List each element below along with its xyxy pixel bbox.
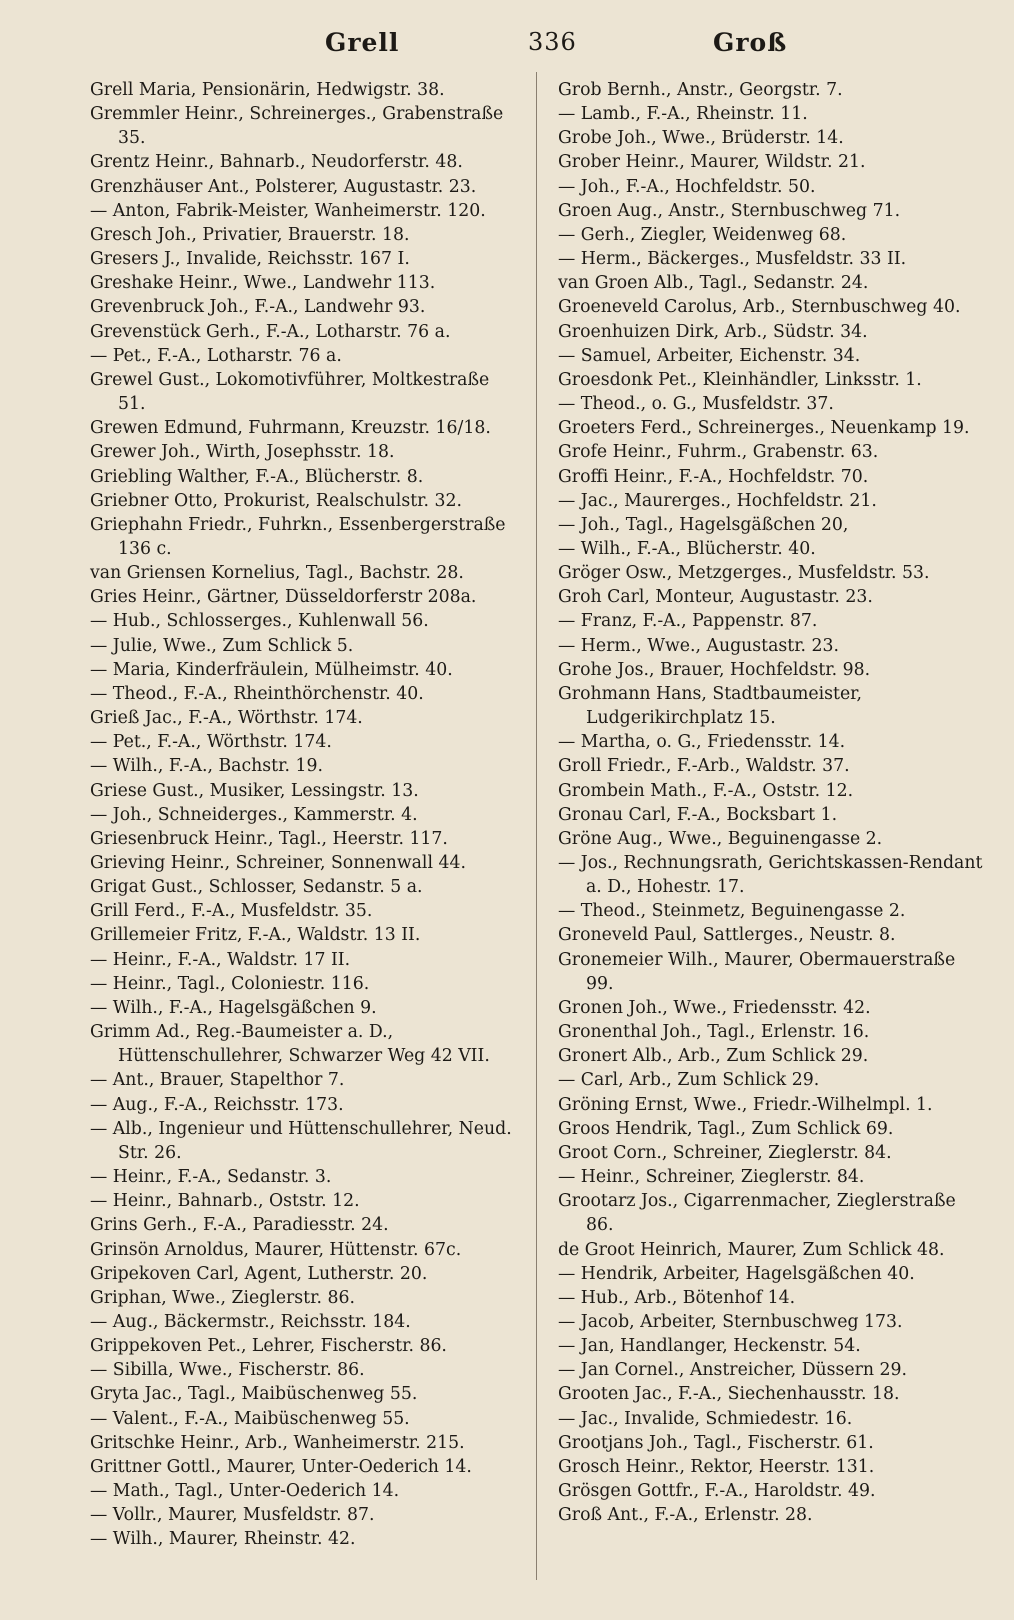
directory-entry: — Jan Cornel., Anstreicher, Düssern 29.	[558, 1360, 908, 1381]
directory-entry: — Aug., F.-A., Reichsstr. 173.	[90, 1094, 344, 1115]
directory-entry: Gronert Alb., Arb., Zum Schlick 29.	[558, 1046, 869, 1067]
directory-entry: Grinsön Arnoldus, Maurer, Hüttenstr. 67c.	[90, 1239, 462, 1260]
directory-entry: — Anton, Fabrik-Meister, Wanheimerstr. 120.	[90, 200, 486, 221]
directory-entry: Grootarz Jos., Cigarrenmacher, Zieglerstraße 86.	[558, 1191, 956, 1236]
directory-entry: Grösgen Gottfr., F.-A., Haroldstr. 49.	[558, 1481, 876, 1502]
directory-entry: Groesdonk Pet., Kleinhändler, Linksstr. 1.	[558, 369, 922, 390]
directory-entry: — Franz, F.-A., Pappenstr. 87.	[558, 611, 818, 632]
directory-entry: — Lamb., F.-A., Rheinstr. 11.	[558, 104, 808, 125]
directory-entry: — Aug., Bäckermstr., Reichsstr. 184.	[90, 1311, 411, 1332]
directory-entry: Griephahn Friedr., Fuhrkn., Essenbergerstraße 136 c.	[90, 514, 506, 559]
directory-entry: Gronemeier Wilh., Maurer, Obermauerstraße 99.	[558, 949, 956, 994]
directory-entry: — Heinr., F.-A., Waldstr. 17 II.	[90, 949, 351, 970]
directory-entry: Gresch Joh., Privatier, Brauerstr. 18.	[90, 224, 410, 245]
directory-entry: — Hendrik, Arbeiter, Hagelsgäßchen 40.	[558, 1263, 915, 1284]
directory-entry: Grill Ferd., F.-A., Musfeldstr. 35.	[90, 901, 373, 922]
directory-entry: Grohmann Hans, Stadtbaumeister, Ludgerikirchplatz 15.	[558, 683, 863, 729]
page-number: 336	[528, 28, 577, 56]
header-right-keyword: Groß	[713, 28, 788, 57]
directory-entry: Grosch Heinr., Rektor, Heerstr. 131.	[558, 1456, 875, 1477]
directory-entry: — Pet., F.-A., Wörthstr. 174.	[90, 732, 332, 753]
directory-entry: — Heinr., Schreiner, Zieglerstr. 84.	[558, 1167, 865, 1188]
directory-entry: — Jac., Maurerges., Hochfeldstr. 21.	[558, 490, 877, 511]
directory-entry: Gronau Carl, F.-A., Bocksbart 1.	[558, 804, 838, 825]
header-left-keyword: Grell	[325, 28, 400, 57]
directory-entry: Gries Heinr., Gärtner, Düsseldorferstr 208a.	[90, 587, 477, 608]
directory-entry: Groß Ant., F.-A., Erlenstr. 28.	[558, 1505, 813, 1526]
directory-entry: Griese Gust., Musiker, Lessingstr. 13.	[90, 780, 419, 801]
directory-entry: Grohe Jos., Brauer, Hochfeldstr. 98.	[558, 659, 871, 680]
directory-entry: de Groot Heinrich, Maurer, Zum Schlick 48.	[558, 1239, 945, 1260]
directory-entry: — Herm., Bäckerges., Musfeldstr. 33 II.	[558, 249, 907, 270]
directory-entry: — Carl, Arb., Zum Schlick 29.	[558, 1070, 820, 1091]
directory-entry: Grimm Ad., Reg.-Baumeister a. D., Hüttenschullehrer, Schwarzer Weg 42 VII.	[90, 1022, 490, 1067]
directory-entry: — Wilh., F.-A., Hagelsgäßchen 9.	[90, 997, 377, 1018]
directory-entry: Gronenthal Joh., Tagl., Erlenstr. 16.	[558, 1022, 870, 1043]
directory-entry: Gritschke Heinr., Arb., Wanheimerstr. 215.	[90, 1432, 465, 1453]
directory-entry: — Theod., Steinmetz, Beguinengasse 2.	[558, 901, 906, 922]
directory-entry: Grillemeier Fritz, F.-A., Waldstr. 13 II.	[90, 925, 421, 946]
directory-entry: Grevenstück Gerh., F.-A., Lotharstr. 76 a.	[90, 321, 451, 342]
directory-entry: Groeneveld Carolus, Arb., Sternbuschweg 40.	[558, 297, 961, 318]
directory-entry: Gresers J., Invalide, Reichsstr. 167 I.	[90, 249, 410, 270]
directory-entry: Griebling Walther, F.-A., Blücherstr. 8.	[90, 466, 424, 487]
directory-entry: Grigat Gust., Schlosser, Sedanstr. 5 a.	[90, 877, 423, 898]
directory-entry: — Hub., Arb., Bötenhof 14.	[558, 1287, 796, 1308]
directory-entry: — Jos., Rechnungsrath, Gerichtskassen-Rendant a. D., Hohestr. 17.	[558, 853, 983, 898]
directory-entry: Gronen Joh., Wwe., Friedensstr. 42.	[558, 997, 871, 1018]
directory-entry: Grippekoven Pet., Lehrer, Fischerstr. 86.	[90, 1336, 447, 1357]
column-divider	[536, 72, 537, 1580]
directory-entry: Groen Aug., Anstr., Sternbuschweg 71.	[558, 200, 901, 221]
directory-entry: — Pet., F.-A., Lotharstr. 76 a.	[90, 345, 342, 366]
directory-entry: Grober Heinr., Maurer, Wildstr. 21.	[558, 152, 866, 173]
right-column	[558, 78, 988, 1527]
directory-entry: — Julie, Wwe., Zum Schlick 5.	[90, 635, 354, 656]
directory-entry: Grell Maria, Pensionärin, Hedwigstr. 38.	[90, 80, 445, 100]
directory-entry: Grevenbruck Joh., F.-A., Landwehr 93.	[90, 297, 426, 318]
directory-entry: Gremmler Heinr., Schreinerges., Grabenstraße 35.	[90, 104, 504, 149]
directory-entry: Grewer Joh., Wirth, Josephsstr. 18.	[90, 442, 395, 463]
directory-entry: — Sibilla, Wwe., Fischerstr. 86.	[90, 1360, 365, 1381]
directory-entry: Gröne Aug., Wwe., Beguinengasse 2.	[558, 828, 883, 849]
directory-entry: van Griensen Kornelius, Tagl., Bachstr. 28.	[90, 563, 464, 584]
directory-entry: — Vollr., Maurer, Musfeldstr. 87.	[90, 1505, 375, 1526]
directory-entry: — Alb., Ingenieur und Hüttenschullehrer, Neud. Str. 26.	[90, 1118, 512, 1163]
directory-entry: — Heinr., F.-A., Sedanstr. 3.	[90, 1167, 332, 1188]
directory-entry: Grenzhäuser Ant., Polsterer, Augustastr. 23.	[90, 176, 477, 197]
directory-entry: — Math., Tagl., Unter-Oederich 14.	[90, 1481, 400, 1502]
directory-entry: Greshake Heinr., Wwe., Landwehr 113.	[90, 273, 436, 294]
directory-entry: — Hub., Schlosserges., Kuhlenwall 56.	[90, 611, 429, 632]
directory-entry: — Valent., F.-A., Maibüschenweg 55.	[90, 1408, 410, 1429]
page-header	[0, 20, 1014, 70]
directory-entry: — Wilh., F.-A., Bachstr. 19.	[90, 756, 323, 777]
directory-entry: Groenhuizen Dirk, Arb., Südstr. 34.	[558, 321, 868, 342]
directory-entry: Groeters Ferd., Schreinerges., Neuenkamp 19.	[558, 418, 970, 439]
directory-entry: — Ant., Brauer, Stapelthor 7.	[90, 1070, 345, 1091]
directory-entry: Griesenbruck Heinr., Tagl., Heerstr. 117.	[90, 828, 448, 849]
directory-entry: Gröning Ernst, Wwe., Friedr.-Wilhelmpl. 1.	[558, 1094, 933, 1115]
directory-entry: Grewel Gust., Lokomotivführer, Moltkestraße 51.	[90, 369, 490, 415]
directory-entry: Gröger Osw., Metzgerges., Musfeldstr. 53.	[558, 563, 930, 584]
directory-entry: Grobe Joh., Wwe., Brüderstr. 14.	[558, 128, 844, 149]
directory-entry: — Theod., F.-A., Rheinthörchenstr. 40.	[90, 683, 424, 704]
directory-entry: — Jacob, Arbeiter, Sternbuschweg 173.	[558, 1311, 903, 1332]
directory-entry: — Heinr., Tagl., Coloniestr. 116.	[90, 973, 370, 994]
directory-entry: — Martha, o. G., Friedensstr. 14.	[558, 732, 846, 753]
directory-entry: — Jan, Handlanger, Heckenstr. 54.	[558, 1336, 861, 1357]
directory-entry: Groffi Heinr., F.-A., Hochfeldstr. 70.	[558, 466, 869, 487]
directory-entry: Grombein Math., F.-A., Oststr. 12.	[558, 780, 854, 801]
directory-entry: van Groen Alb., Tagl., Sedanstr. 24.	[558, 273, 869, 294]
directory-entry: — Joh., Schneiderges., Kammerstr. 4.	[90, 804, 418, 825]
directory-entry: Groll Friedr., F.-Arb., Waldstr. 37.	[558, 756, 850, 777]
directory-entry: Groos Hendrik, Tagl., Zum Schlick 69.	[558, 1118, 894, 1139]
directory-entry: — Herm., Wwe., Augustastr. 23.	[558, 635, 840, 656]
directory-entry: Grieß Jac., F.-A., Wörthstr. 174.	[90, 708, 363, 729]
directory-entry: — Maria, Kinderfräulein, Mülheimstr. 40.	[90, 659, 453, 680]
directory-entry: Grittner Gottl., Maurer, Unter-Oederich 14.	[90, 1456, 472, 1477]
directory-entry: Grins Gerh., F.-A., Paradiesstr. 24.	[90, 1215, 389, 1236]
directory-entry: Grob Bernh., Anstr., Georgstr. 7.	[558, 80, 843, 100]
directory-entry: Grewen Edmund, Fuhrmann, Kreuzstr. 16/18.	[90, 418, 491, 439]
directory-entry: Grooten Jac., F.-A., Siechenhausstr. 18.	[558, 1384, 900, 1405]
directory-entry: Griphan, Wwe., Zieglerstr. 86.	[90, 1287, 355, 1308]
directory-entry: Griebner Otto, Prokurist, Realschulstr. 32.	[90, 490, 462, 511]
directory-entry: Grieving Heinr., Schreiner, Sonnenwall 44.	[90, 853, 466, 873]
directory-entry: Groh Carl, Monteur, Augustastr. 23.	[558, 587, 873, 608]
directory-entry: Gripekoven Carl, Agent, Lutherstr. 20.	[90, 1263, 428, 1284]
directory-entry: Groot Corn., Schreiner, Zieglerstr. 84.	[558, 1142, 892, 1163]
directory-entry: Grentz Heinr., Bahnarb., Neudorferstr. 48.	[90, 152, 463, 173]
directory-entry: — Wilh., Maurer, Rheinstr. 42.	[90, 1529, 356, 1550]
directory-entry: — Jac., Invalide, Schmiedestr. 16.	[558, 1408, 853, 1429]
directory-entry: — Heinr., Bahnarb., Oststr. 12.	[90, 1191, 360, 1212]
directory-entry: Groneveld Paul, Sattlerges., Neustr. 8.	[558, 925, 896, 946]
directory-entry: Gryta Jac., Tagl., Maibüschenweg 55.	[90, 1384, 418, 1405]
directory-entry: — Joh., Tagl., Hagelsgäßchen 20,	[558, 514, 849, 535]
directory-entry: Grootjans Joh., Tagl., Fischerstr. 61.	[558, 1432, 874, 1453]
directory-entry: — Wilh., F.-A., Blücherstr. 40.	[558, 538, 816, 559]
directory-entry: — Samuel, Arbeiter, Eichenstr. 34.	[558, 345, 861, 366]
directory-entry: — Theod., o. G., Musfeldstr. 37.	[558, 394, 834, 415]
left-column	[90, 78, 520, 1552]
directory-entry: — Gerh., Ziegler, Weidenweg 68.	[558, 224, 847, 245]
directory-entry: — Joh., F.-A., Hochfeldstr. 50.	[558, 176, 816, 197]
directory-entry: Grofe Heinr., Fuhrm., Grabenstr. 63.	[558, 442, 879, 463]
